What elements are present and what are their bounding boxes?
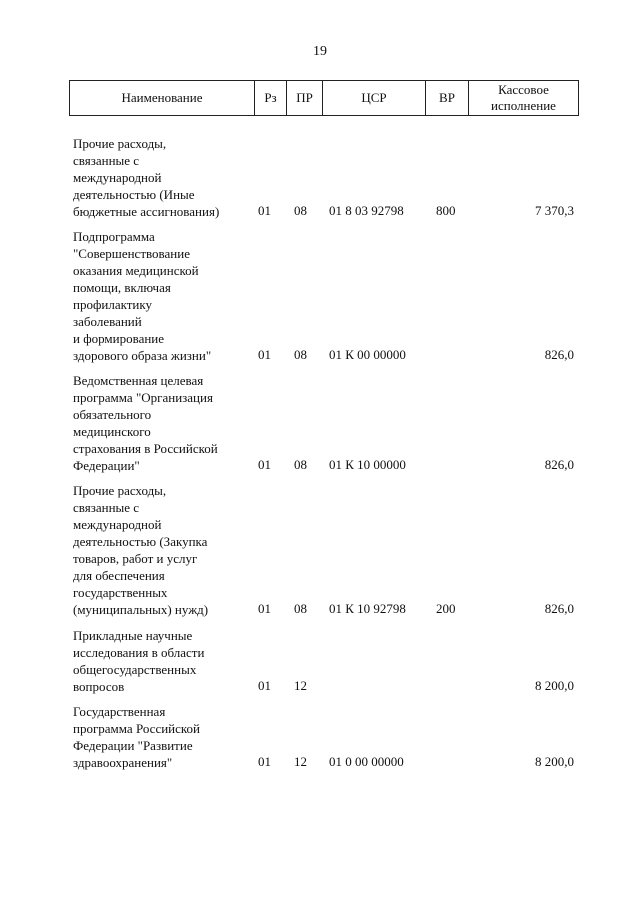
row-name: Прочие расходы, связанные с международной деятельностью (Иные бюджетные ассигнования) xyxy=(73,136,220,219)
header-name: Наименование xyxy=(70,81,255,115)
row-cash: 826,0 xyxy=(544,601,574,616)
row-csr: 01 0 00 00000 xyxy=(329,754,404,769)
row-rz: 01 xyxy=(258,203,271,218)
row-rz: 01 xyxy=(258,347,271,362)
row-csr: 01 К 10 92798 xyxy=(329,601,406,616)
row-vr: 800 xyxy=(436,203,456,218)
header-csr: ЦСР xyxy=(323,81,426,115)
row-pr: 12 xyxy=(294,754,307,769)
row-name: Прочие расходы, связанные с международной деятельностью (Закупка товаров, работ и услуг для обеспечения государственных (муниципальных) нужд) xyxy=(73,483,209,617)
row-name: Государственная программа Российской Федерации "Развитие здравоохранения" xyxy=(73,704,201,770)
row-csr: 01 К 10 00000 xyxy=(329,457,406,472)
row-cash: 8 200,0 xyxy=(535,678,574,693)
row-cash: 826,0 xyxy=(544,457,574,472)
row-rz: 01 xyxy=(258,678,271,693)
row-name: Прикладные научные исследования в области общегосударственных вопросов xyxy=(73,628,205,694)
page-number: 19 xyxy=(313,44,327,59)
row-pr: 08 xyxy=(294,601,307,616)
row-rz: 01 xyxy=(258,457,271,472)
row-csr: 01 8 03 92798 xyxy=(329,203,404,218)
row-cash: 8 200,0 xyxy=(535,754,574,769)
row-cash: 826,0 xyxy=(544,347,574,362)
header-vr: ВР xyxy=(426,81,469,115)
row-pr: 12 xyxy=(294,678,307,693)
row-pr: 08 xyxy=(294,347,307,362)
row-cash: 7 370,3 xyxy=(535,203,574,218)
header-pr: ПР xyxy=(287,81,323,115)
header-cash: Кассовое исполнение xyxy=(491,82,556,113)
table-header xyxy=(69,80,579,116)
row-rz: 01 xyxy=(258,601,271,616)
row-name: Подпрограмма "Совершенствование оказания медицинской помощи, включая профилактику заболеваний и формирование здорового образа жизни" xyxy=(73,229,212,363)
row-csr: 01 К 00 00000 xyxy=(329,347,406,362)
row-vr: 200 xyxy=(436,601,456,616)
header-rz: Рз xyxy=(255,81,287,115)
row-pr: 08 xyxy=(294,203,307,218)
row-pr: 08 xyxy=(294,457,307,472)
row-rz: 01 xyxy=(258,754,271,769)
row-name: Ведомственная целевая программа "Организация обязательного медицинского страхования в Российской Федерации" xyxy=(73,373,218,473)
